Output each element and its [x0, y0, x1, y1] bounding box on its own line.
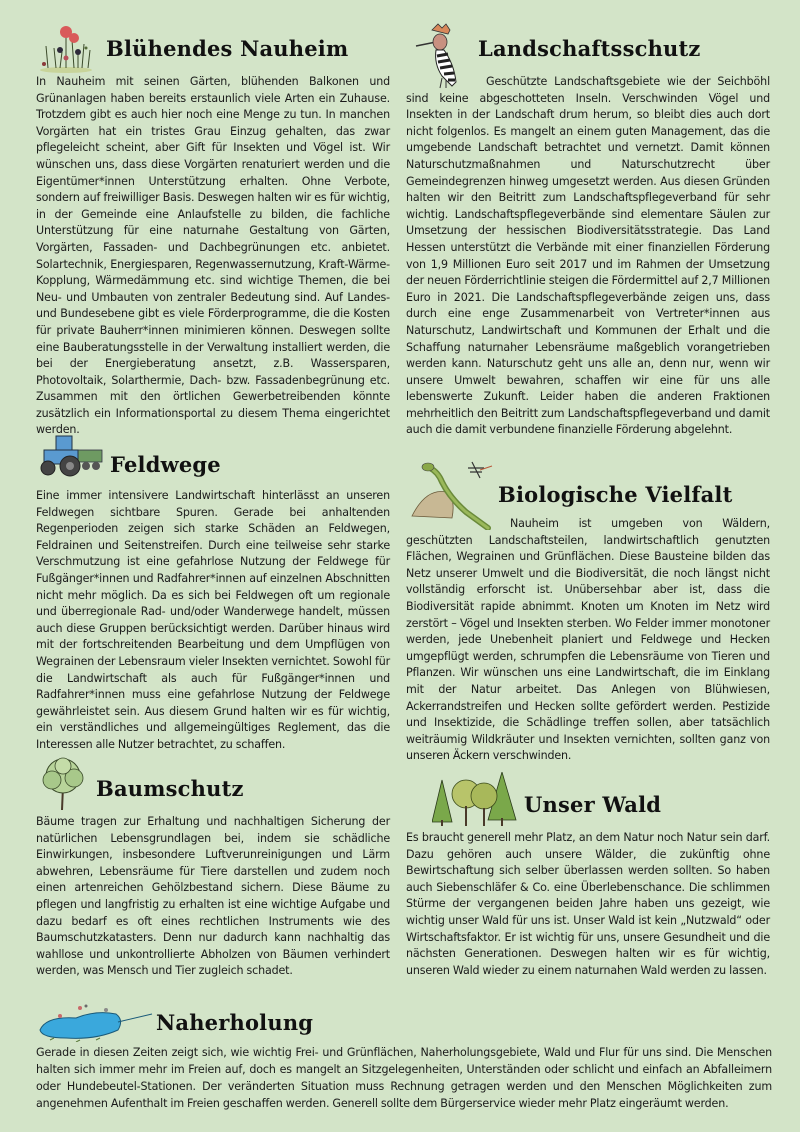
- section-body-text: Geschützte Landschaftsgebiete wie der Seichböhl sind keine abgeschotteten Inseln. Verschwinden Vögel und Insekten in der Landschaft drum herum, so bleibt dies auch dort nicht folgenlos. Es mangelt an einem guten Management, das die umgebende Landschaft betrachtet und vernetzt. Damit können Naturschutzmaßnahmen und Naturschutzrecht über Gemeindegrenzen hinweg umgesetzt werden. Aus diesen Gründen halten wir den Beitritt zum Landschaftspflegeverband für sehr wichtig. Landschaftspflegeverbände sind elementare Säulen zur Umsetzung der hessischen Biodiversitätsstrategie. Das Land Hessen unterstützt die Verbände mit einer finanziellen Förderung von 1,9 Millionen Euro seit 2017 und im Rahmen der Umsetzung der neuen Förderrichtlinie steigen die Fördermittel auf 2,7 Millionen Euro in 2021. Die Landschaftspflegeverbände zeigen uns, dass durch eine enge Zusammenarbeit von Vertreter*innen aus Naturschutz, Landwirtschaft und Kommunen der Erhalt und die Schaffung naturnaher Lebensräume maßgeblich vorangetrieben werden kann. Naturschutz geht uns alle an, denn nur, wenn wir unsere Umwelt bewahren, schaffen wir eine für uns alle lebenswerte Zukunft. Leider haben die anderen Fraktionen mehrheitlich den Beitritt zum Landschaftspflegeverband und damit auch die damit verbundene finanzielle Förderung abgelehnt.: [406, 75, 770, 437]
- section-bluehendes-nauheim: [36, 22, 390, 439]
- section-header: [406, 458, 770, 510]
- section-body: [406, 74, 770, 439]
- section-body: In Nauheim mit seinen Gärten, blühenden Balkonen und Grünanlagen haben bereits erstaunlich viele Arten ein Zuhause. Trotzdem gibt es auch hier noch eine Menge zu tun. In manchen Vorgärten hat ein tristes Grau Einzug gehalten, das zwar pflegeleicht scheint, aber Gift für Insekten und Vögel ist. Wir wünschen uns, dass diese Vorgärten renaturiert werden und die Eigentümer*innen Unterstützung erhalten. Ohne Verbote, sondern auf freiwilliger Basis. Deswegen halten wir es für wichtig, in der Gemeinde eine Anlaufstelle zu bilden, die fachliche Unterstützung für eine naturnahe Gestaltung von Gärten, Vorgärten, Fassaden- und Dachbegrünungen etc. anbietet. Solartechnik, Energiesparen, Regenwassernutzung, Kraft-Wärme-Kopplung, Wärmedämmung etc. sind wichtige Themen, die bei Neu- und Umbauten von zentraler Bedeutung sind. Auf Landes- und Bundesebene gibt es viele Förderprogramme, die die Kosten für private Bauherr*innen minimieren können. Deswegen sollte eine Bauberatungsstelle in der Verwaltung installiert werden, die bei der Energieberatung ansetzt, z.B. Wassersparen, Photovoltaik, Solarthermie, Dach- bzw. Fassadenbegrünung etc. Zusammen mit den örtlichen Gewerbetreibenden könnte zusätzlich ein Informationsportal zu diesem Thema eingerichtet werden.: [36, 75, 390, 437]
- section-header: [36, 22, 390, 74]
- section-body: Eine immer intensivere Landwirtschaft hinterlässt an unseren Feldwegen sichtbare Spuren. Gerade bei anhaltenden Regenperioden zeigen sich starke Schäden an Feldwegen, Feldrainen und Seitenstreifen. Durch eine teilweise sehr starke Verschmutzung ist eine gefahrlose Nutzung der Feldwege für Fußgänger*innen und Radfahrer*innen auf einzelnen Abschnitten nicht mehr möglich. Da es sich bei Feldwegen oft um regionale und überregionale Rad- und/oder Wanderwege handelt, müssen auch diese Gruppen berücksichtigt werden. Darüber hinaus wird mit der fortschreitenden Bearbeitung und dem Umpflügen von Wegrainen der Lebensraum vieler Insekten vernichtet. Sowohl für die Landwirtschaft als auch für Fußgänger*innen und Radfahrer*innen muss eine gefahrlose Nutzung der Feldwege gewährleistet sein. Aus diesem Grund halten wir es für wichtig, ein verständliches und allgemeingültiges Reglement, das die Interessen alle Nutzer betrachtet, zu schaffen.: [36, 489, 390, 751]
- section-title: Feldwege: [110, 452, 221, 477]
- section-unser-wald: [406, 772, 770, 979]
- section-title: Unser Wald: [524, 792, 662, 817]
- lake-icon: [36, 1002, 154, 1042]
- section-body: Bäume tragen zur Erhaltung und nachhaltigen Sicherung der natürlichen Lebensgrundlagen bei, indem sie schädliche Einwirkungen, insbesondere Luftverunreinigungen und Lärm abwehren, Lebensräume für Tiere darstellen und zudem noch einen artenreichen Gehölzbestand sichern. Diese Bäume zu pflegen und langfristig zu erhalten ist eine wichtige Aufgabe und dazu bedarf es oft eines rechtlichen Instruments wie des Baumschutzkatasters. Denn nur dadurch kann nachhaltig das wahllose und unkontrollierte Abholzen von Bäumen verhindert werden, was Mensch und Tier zugleich schadet.: [36, 815, 390, 978]
- tractor-icon: [36, 432, 104, 480]
- section-header: [36, 756, 390, 814]
- section-biologische-vielfalt: [406, 458, 770, 765]
- section-title: Baumschutz: [96, 776, 244, 801]
- section-header: [36, 1000, 772, 1044]
- section-landschaftsschutz: [406, 22, 770, 439]
- section-body: Es braucht generell mehr Platz, an dem Natur noch Natur sein darf. Dazu gehören auch unsere Wälder, die zukünftig ohne Bewirtschaftung sich selber überlassen werden sollten. So haben auch Siebenschläfer & Co. eine Überlebenschance. Die schlimmen Stürme der vergangenen beiden Jahre haben uns gezeigt, wie wichtig unser Wald für uns ist. Unser Wald ist kein „Nutzwald“ oder Wirtschaftsfaktor. Er ist wichtig für uns, unsere Gesundheit und die nächsten Generationen. Deswegen halten wir es für wichtig, unseren Wald wieder zu einem naturnahen Wald werden zu lassen.: [406, 831, 770, 977]
- section-baumschutz: [36, 756, 390, 980]
- lizard-dragonfly-icon: [406, 458, 502, 530]
- section-header: [406, 772, 770, 830]
- wildflowers-icon: [36, 18, 98, 74]
- section-title: Landschaftsschutz: [478, 36, 701, 61]
- section-body: [406, 516, 770, 765]
- hoopoe-bird-icon: [412, 20, 472, 92]
- section-naherholung: [36, 1000, 772, 1112]
- section-header: [36, 432, 390, 488]
- section-body: Gerade in diesen Zeiten zeigt sich, wie wichtig Frei- und Grünflächen, Naherholungsgebiete, Wald und Flur für uns sind. Die Menschen halten sich immer mehr im Freien auf, doch es mangelt an Sitzgelegenheiten, Unterständen oder schlicht und einfach an Abfalleimern oder Hundebeutel-Stationen. Der veränderten Situation muss Rechnung getragen werden und den Menschen Möglichkeiten zum angenehmen Aufenthalt im Freien geschaffen werden. Generell sollte dem Bürgerservice wieder mehr Platz eingeräumt werden.: [36, 1046, 772, 1110]
- section-title: Blühendes Nauheim: [106, 36, 349, 61]
- section-header: [406, 22, 770, 74]
- section-title: Biologische Vielfalt: [498, 482, 733, 507]
- tree-icon: [36, 756, 90, 812]
- section-title: Naherholung: [156, 1010, 314, 1035]
- forest-icon: [432, 772, 518, 828]
- section-body-text: Nauheim ist umgeben von Wäldern, geschützten Landschaftsteilen, landwirtschaftlich genutzten Flächen, Wegrainen und Grünflächen. Diese Bausteine bilden das Netz unserer Umwelt und die Biodiversität, die noch längst nicht vollständig erforscht ist. Unübersehbar aber ist, dass die Biodiversität rapide abnimmt. Knoten um Knoten im Netz wird zerstört – Vögel und Insekten sterben. Wo Felder immer monotoner werden, jede Unebenheit planiert und Feldwege und Hecken umgepflügt werden, schrumpfen die Lebensräume von Tieren und Pflanzen. Wir wünschen uns eine Landwirtschaft, die im Einklang mit der Natur arbeitet. Das Anlegen von Blühwiesen, Ackerrandstreifen und Hecken sollte gefördert werden. Pestizide und Insektizide, die Schädlinge treffen sollen, aber tatsächlich weiträumig Wildkräuter und Insekten vernichten, sollten ganz von unseren Äckern verschwinden.: [406, 517, 770, 763]
- section-feldwege: [36, 432, 390, 754]
